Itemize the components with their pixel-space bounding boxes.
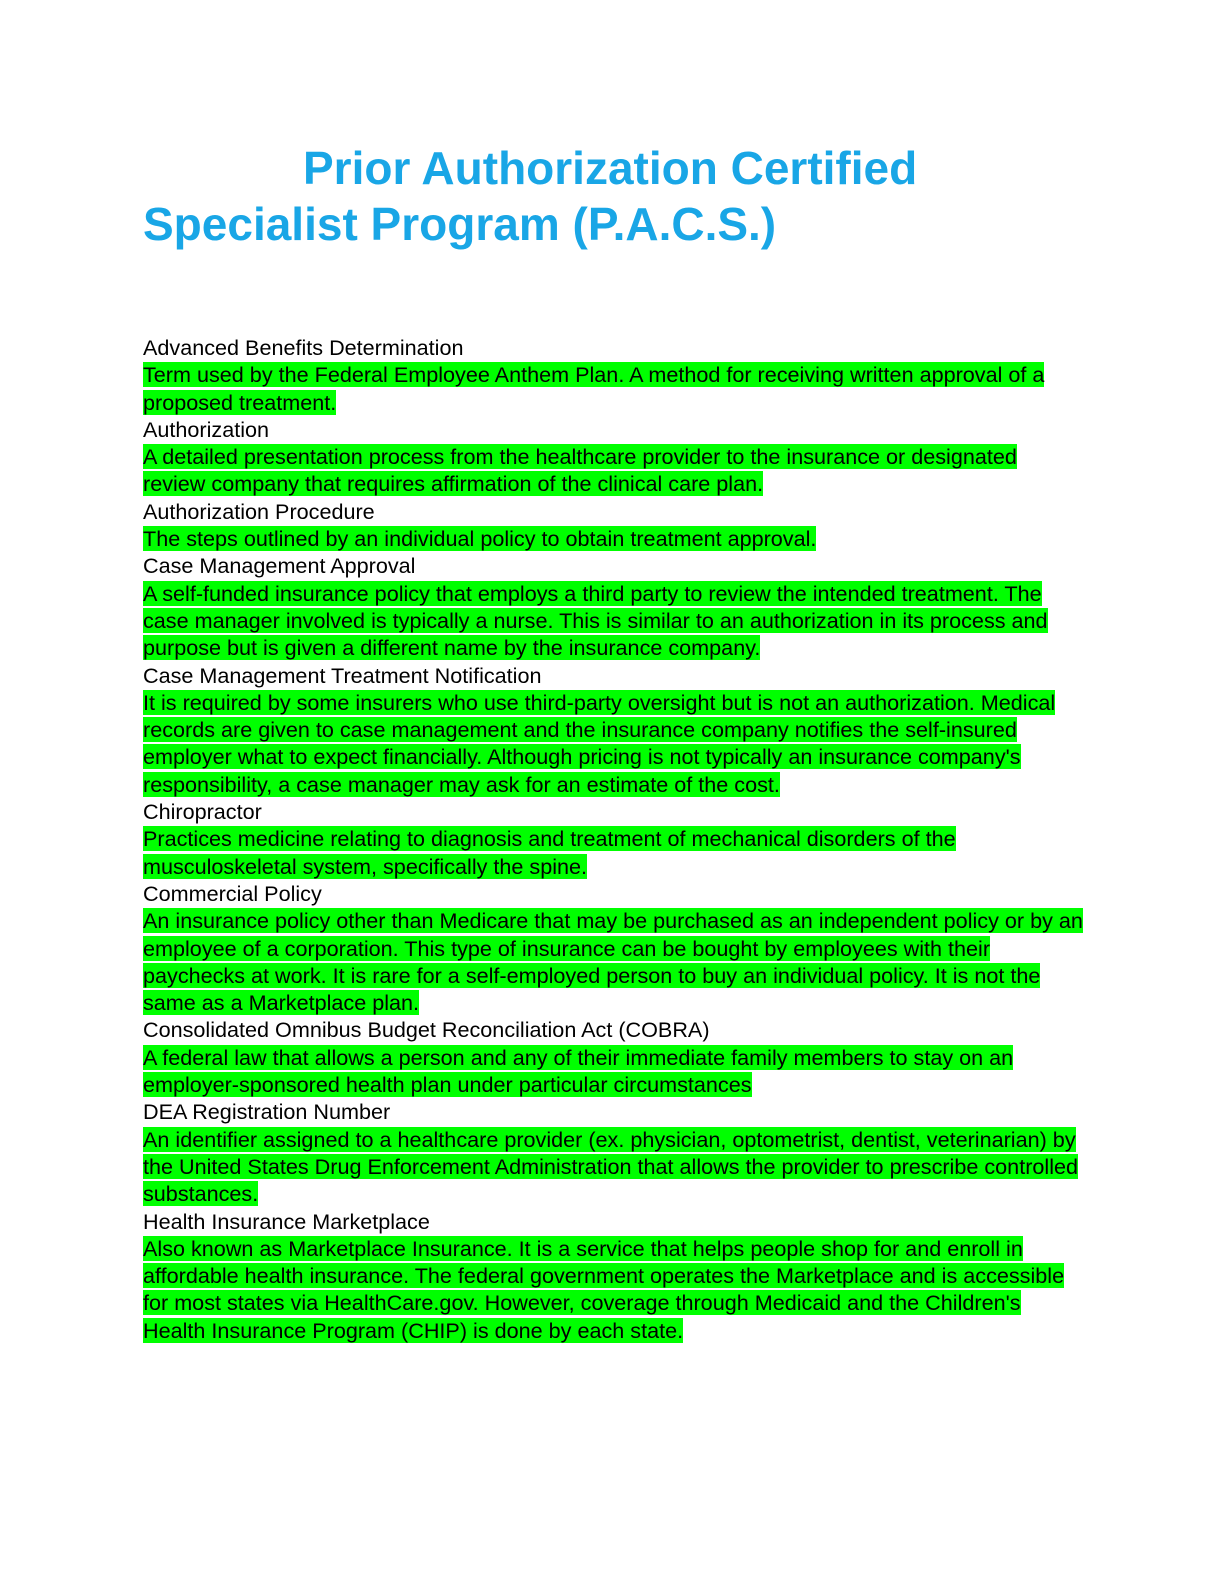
glossary-term: Health Insurance Marketplace [143, 1208, 430, 1234]
glossary-entry [143, 334, 1083, 416]
glossary-definition [143, 907, 1083, 1016]
title-line-2: Specialist Program (P.A.C.S.) [143, 198, 777, 250]
glossary-term: Case Management Approval [143, 553, 416, 579]
definition-highlight: A federal law that allows a person and any of their immediate family members to stay on an employer-sponsored health plan under particular circumstances [143, 1044, 1014, 1098]
definition-highlight: Practices medicine relating to diagnosis and treatment of mechanical disorders of the musculoskeletal system, specifically the spine. [143, 826, 956, 879]
definition-highlight: An insurance policy other than Medicare that may be purchased as an independent policy or by an employee of a corporation. This type of insurance can be bought by employees with their paychecks at work. It is rare for a self-employed person to buy an individual policy. It is not the same as a Marketplace plan. [143, 908, 1083, 1016]
glossary-definition [143, 1235, 1083, 1344]
glossary-entry [143, 662, 1083, 798]
definition-highlight: It is required by some insurers who use third-party oversight but is not an authorization. Medical records are given to case management and the insurance company notifies the self-insured employer what to expect financially. Although pricing is not typically an insurance company's responsibility, a case manager may ask for an estimate of the cost. [143, 689, 1056, 797]
glossary-definition [143, 689, 1083, 798]
glossary-definition [143, 825, 1083, 880]
glossary-term: Authorization Procedure [143, 498, 375, 524]
glossary-term: Case Management Treatment Notification [143, 662, 542, 688]
glossary-definition [143, 361, 1083, 416]
document-title [143, 140, 1083, 252]
definition-highlight: Term used by the Federal Employee Anthem Plan. A method for receiving written approval of a proposed treatment. [143, 362, 1045, 415]
glossary-entry [143, 1016, 1083, 1098]
glossary-entry [143, 1208, 1083, 1344]
glossary-entry [143, 552, 1083, 661]
glossary-term: DEA Registration Number [143, 1099, 391, 1125]
glossary-entry [143, 880, 1083, 1016]
glossary-term: Consolidated Omnibus Budget Reconciliation Act (COBRA) [143, 1017, 710, 1043]
glossary-definition [143, 1126, 1083, 1208]
title-line-1: Prior Authorization Certified [303, 142, 918, 194]
glossary-list [143, 334, 1083, 1344]
glossary-term: Commercial Policy [143, 880, 322, 906]
definition-highlight: A detailed presentation process from the healthcare provider to the insurance or designated review company that requires affirmation of the clinical care plan. [143, 444, 1017, 497]
glossary-entry [143, 498, 1083, 553]
glossary-definition [143, 580, 1083, 662]
document-page [143, 140, 1083, 1344]
definition-highlight: A self-funded insurance policy that employs a third party to review the intended treatment. The case manager involved is typically a nurse. This is similar to an authorization in its process and purpose but is given a different name by the insurance company. [143, 580, 1048, 661]
definition-highlight: An identifier assigned to a healthcare provider (ex. physician, optometrist, dentist, veterinarian) by the United States Drug Enforcement Administration that allows the provider to prescribe controlled substances. [143, 1126, 1079, 1207]
glossary-entry [143, 798, 1083, 880]
glossary-term: Chiropractor [143, 799, 262, 825]
glossary-term: Advanced Benefits Determination [143, 335, 464, 360]
glossary-entry [143, 416, 1083, 498]
glossary-entry [143, 1098, 1083, 1207]
glossary-definition [143, 525, 1083, 552]
definition-highlight: The steps outlined by an individual policy to obtain treatment approval. [143, 526, 817, 552]
definition-highlight: Also known as Marketplace Insurance. It is a service that helps people shop for and enroll in affordable health insurance. The federal government operates the Marketplace and is accessible for most states via HealthCare.gov. However, coverage through Medicaid and the Children's Health Insurance Program (CHIP) is done by each state. [143, 1235, 1065, 1343]
glossary-definition [143, 443, 1083, 498]
glossary-term: Authorization [143, 416, 270, 442]
glossary-definition [143, 1044, 1083, 1099]
